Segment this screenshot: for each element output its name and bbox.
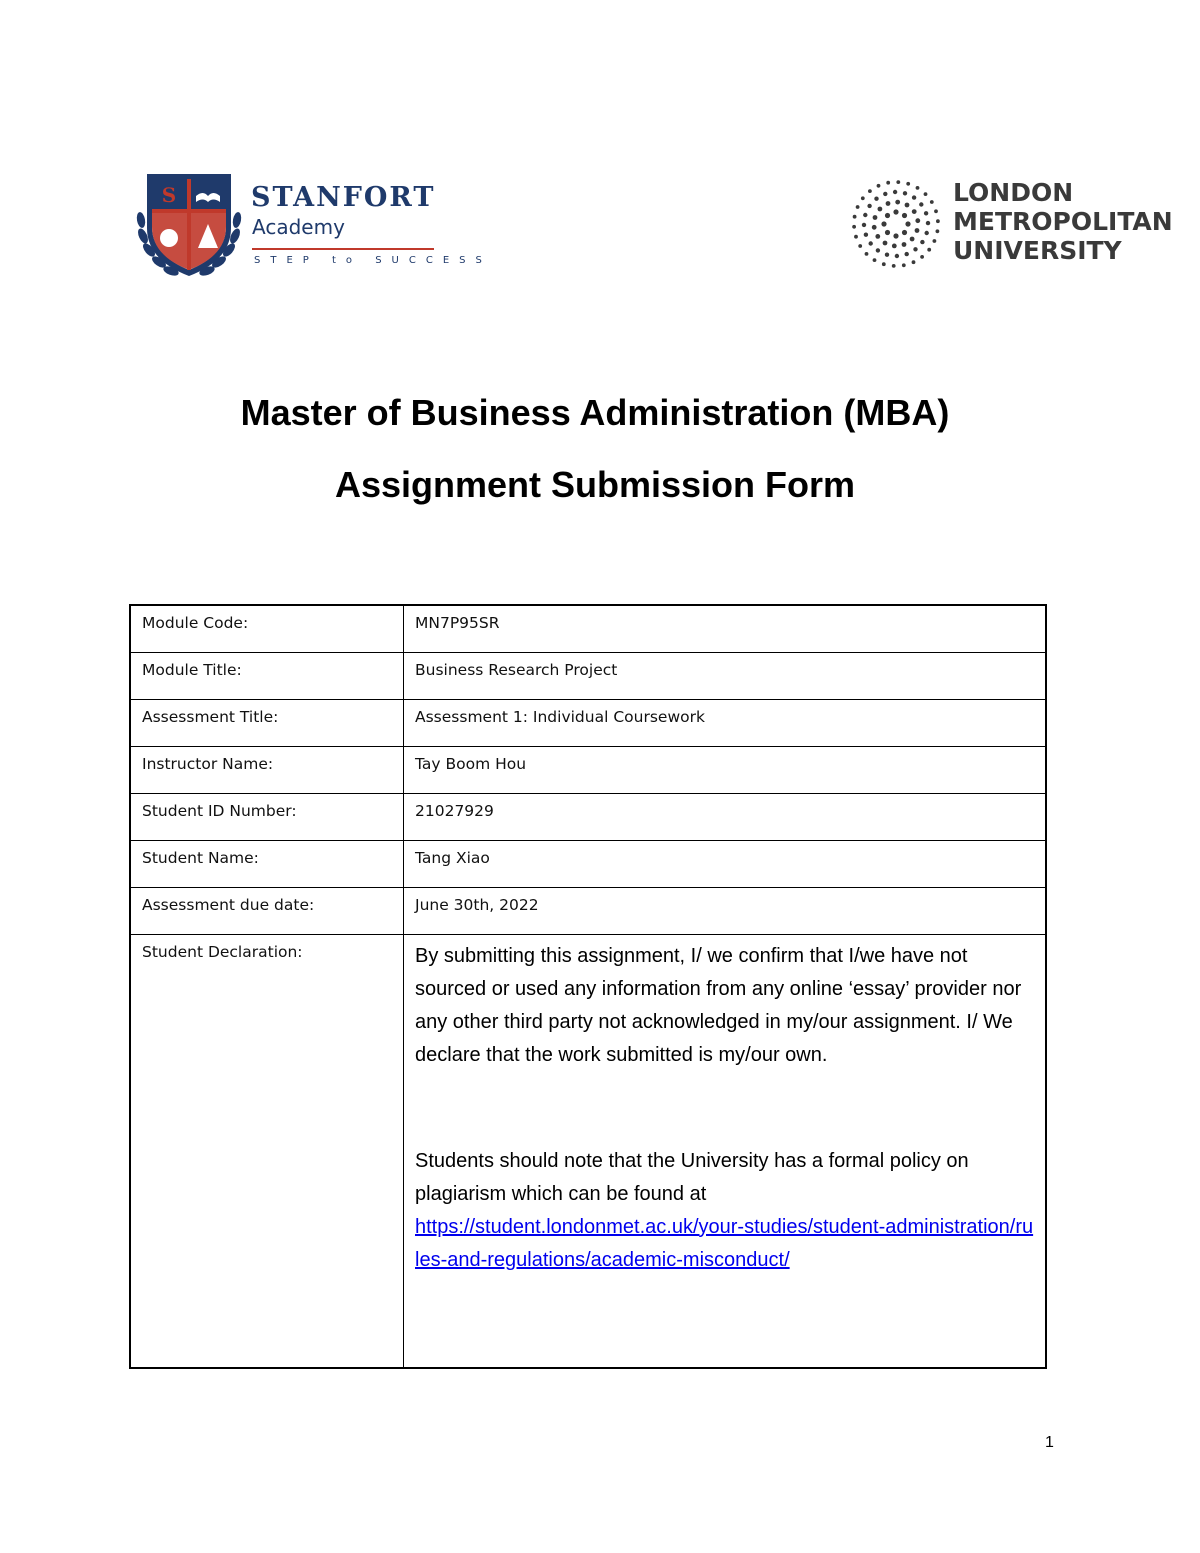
- logo-dot: [874, 197, 878, 201]
- form-row: [130, 793, 1046, 840]
- form-row-value: Tay Boom Hou: [404, 746, 1047, 793]
- logo-dot: [902, 213, 907, 218]
- form-row-label: Instructor Name:: [130, 746, 404, 793]
- form-row-value: Assessment 1: Individual Coursework: [404, 699, 1047, 746]
- logo-dot: [885, 213, 890, 218]
- stanfort-academy-logo: [133, 168, 492, 288]
- logo-dot: [876, 248, 880, 252]
- logo-dot: [915, 228, 920, 233]
- logo-dot: [912, 260, 916, 264]
- svg-text:S: S: [161, 183, 177, 207]
- form-row-label: Assessment due date:: [130, 887, 404, 934]
- logo-dot: [882, 262, 886, 266]
- logo-dot: [930, 200, 934, 204]
- declaration-row: [130, 934, 1046, 1368]
- logo-dot: [936, 229, 940, 233]
- logo-dot: [926, 221, 930, 225]
- logo-dot: [902, 230, 907, 235]
- london-met-wordmark: [953, 178, 1173, 265]
- form-row-label: Student ID Number:: [130, 793, 404, 840]
- logo-dot: [924, 211, 928, 215]
- logo-dot: [920, 240, 924, 244]
- logo-dot: [873, 215, 878, 220]
- logo-dot: [885, 230, 890, 235]
- plagiarism-policy-link[interactable]: https://student.londonmet.ac.uk/your-studies/student-administration/rules-and-regulations/academic-misconduct/: [415, 1215, 1034, 1271]
- logo-dot: [892, 264, 896, 268]
- logo-dot: [886, 201, 891, 206]
- logo-dot: [924, 192, 928, 196]
- logo-dot: [893, 190, 897, 194]
- logo-dot: [856, 205, 860, 209]
- logo-dot: [865, 252, 869, 256]
- form-row: [130, 652, 1046, 699]
- logo-dot: [885, 253, 889, 257]
- logo-dot: [873, 258, 877, 262]
- logo-dot: [883, 241, 888, 246]
- logo-dot: [912, 195, 916, 199]
- logo-dot: [916, 186, 920, 190]
- logo-dot: [903, 191, 907, 195]
- logo-dot: [934, 209, 938, 213]
- logo-dot: [869, 241, 873, 245]
- page-number: 1: [1045, 1434, 1054, 1451]
- stanfort-crest-icon: [133, 168, 245, 284]
- logo-dot: [883, 192, 887, 196]
- logo-dot: [895, 200, 900, 205]
- logo-dot: [902, 263, 906, 267]
- logo-dot: [863, 213, 867, 217]
- logo-dot: [933, 239, 937, 243]
- logo-dot: [902, 242, 907, 247]
- logo-dot: [878, 207, 883, 212]
- form-row-label: Assessment Title:: [130, 699, 404, 746]
- logo-dot: [912, 209, 917, 214]
- stanfort-divider: [252, 248, 434, 250]
- form-row-value: 21027929: [404, 793, 1047, 840]
- form-row-label: Module Title:: [130, 652, 404, 699]
- stanfort-tagline: STEP to SUCCESS: [254, 255, 492, 266]
- logo-dot: [853, 215, 857, 219]
- form-row-value: Business Research Project: [404, 652, 1047, 699]
- london-met-dots-icon: [850, 178, 942, 270]
- stanfort-name: STANFORT: [251, 182, 436, 213]
- logo-dot: [910, 237, 915, 242]
- declaration-cell: [404, 934, 1047, 1368]
- form-row: [130, 840, 1046, 887]
- plagiarism-note: Students should note that the University has a formal policy on plagiarism which can be found at: [415, 1149, 969, 1205]
- logo-dot: [913, 247, 917, 251]
- declaration-label: Student Declaration:: [130, 934, 404, 1368]
- logo-dot: [867, 204, 871, 208]
- logo-dot: [905, 221, 910, 226]
- stanfort-subtitle: Academy: [252, 215, 345, 239]
- logo-dot: [862, 223, 866, 227]
- london-met-line3: UNIVERSITY: [953, 236, 1122, 265]
- logo-dot: [905, 252, 909, 256]
- logo-dot: [881, 221, 886, 226]
- form-row-value: MN7P95SR: [404, 605, 1047, 652]
- logo-dot: [852, 225, 856, 229]
- logo-dot: [892, 244, 897, 249]
- logo-dot: [872, 225, 877, 230]
- submission-form-table: [129, 604, 1047, 1369]
- logo-dot: [864, 233, 868, 237]
- logo-dot: [895, 254, 899, 258]
- document-subtitle: Assignment Submission Form: [334, 464, 856, 505]
- declaration-paragraph: By submitting this assignment, I/ we confirm that I/we have not sourced or used any information from any online ‘essay’ provider nor any other third party not acknowledged in my/our assignment. I/ We declare that the work submitted is my/our own.: [415, 944, 1022, 1066]
- logo-dot: [893, 209, 898, 214]
- logo-dot: [877, 184, 881, 188]
- logo-dot: [927, 248, 931, 252]
- form-row: [130, 746, 1046, 793]
- logo-dot: [854, 235, 858, 239]
- form-row-value: Tang Xiao: [404, 840, 1047, 887]
- logo-dot: [936, 219, 940, 223]
- logo-dot: [896, 180, 900, 184]
- logo-dot: [905, 203, 910, 208]
- document-title: Master of Business Administration (MBA): [240, 392, 950, 433]
- logo-dot: [875, 234, 880, 239]
- logo-dot: [919, 202, 923, 206]
- logo-dot: [861, 196, 865, 200]
- london-met-line2: METROPOLITAN: [953, 207, 1173, 236]
- form-row: [130, 887, 1046, 934]
- logo-dot: [868, 189, 872, 193]
- logo-dot: [886, 181, 890, 185]
- logo-dot: [858, 244, 862, 248]
- logo-dot: [915, 218, 920, 223]
- form-row: [130, 699, 1046, 746]
- logo-dot: [906, 182, 910, 186]
- logo-dot: [920, 255, 924, 259]
- form-row-label: Student Name:: [130, 840, 404, 887]
- logo-dot: [925, 231, 929, 235]
- form-row: [130, 605, 1046, 652]
- london-met-line1: LONDON: [953, 178, 1074, 207]
- london-met-logo: [850, 178, 1200, 273]
- logo-dot: [893, 233, 898, 238]
- form-row-label: Module Code:: [130, 605, 404, 652]
- form-row-value: June 30th, 2022: [404, 887, 1047, 934]
